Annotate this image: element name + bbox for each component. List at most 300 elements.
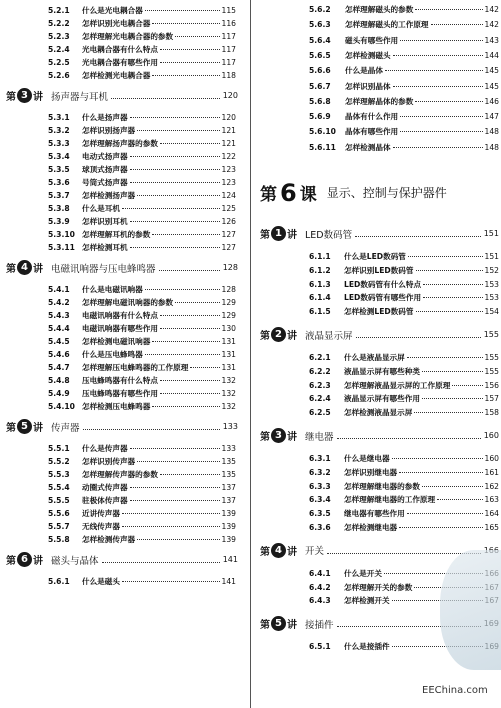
- lecture-heading[interactable]: [260, 226, 499, 241]
- leader-dots: [145, 10, 220, 11]
- leader-dots: [102, 562, 220, 563]
- leader-dots: [159, 270, 220, 271]
- lecture-heading[interactable]: [6, 260, 238, 275]
- lecture-number-badge: 2: [271, 327, 286, 342]
- section-page: 129: [221, 310, 236, 320]
- section-title: 怎样理解晶体的参数: [345, 96, 414, 106]
- lesson-heading: [260, 180, 447, 205]
- section-number: 5.2.3: [48, 32, 70, 42]
- section-number: 5.5.2: [48, 456, 70, 466]
- section-title: 怎样识别LED数码管: [344, 265, 414, 275]
- section-page: 139: [221, 509, 236, 519]
- leader-dots: [160, 380, 220, 381]
- lecture-page: 120: [222, 91, 238, 101]
- leader-dots: [407, 513, 483, 514]
- section-page: 131: [221, 363, 236, 373]
- toc-entry[interactable]: [309, 97, 499, 107]
- toc-entry[interactable]: [48, 178, 236, 188]
- leader-dots: [190, 367, 219, 368]
- lecture-number-badge: 3: [271, 428, 286, 443]
- leader-dots: [416, 311, 483, 312]
- section-title: 电磁讯响器有哪些作用: [82, 324, 158, 333]
- section-number: 5.6.6: [309, 66, 331, 76]
- toc-entry[interactable]: [48, 457, 236, 467]
- section-page: 146: [484, 96, 499, 106]
- section-number: 5.6.10: [309, 127, 336, 137]
- section-title: 怎样理解耳机的参数: [82, 230, 151, 240]
- leader-dots: [160, 328, 220, 329]
- lecture-suffix: 讲: [287, 546, 297, 558]
- leader-dots: [392, 458, 483, 459]
- section-number: 5.6.2: [309, 5, 331, 14]
- section-page: 128: [221, 284, 236, 294]
- section-number: 6.1.4: [309, 293, 331, 303]
- section-number: 5.4.8: [48, 376, 70, 386]
- leader-dots: [423, 284, 482, 285]
- lecture-prefix: 第: [260, 620, 270, 632]
- section-title: 怎样理解电磁讯响器的参数: [82, 297, 174, 307]
- section-page: 118: [221, 71, 236, 81]
- toc-entry[interactable]: [48, 71, 236, 81]
- leader-dots: [122, 513, 220, 514]
- section-title: 磁头有哪些作用: [345, 35, 399, 45]
- toc-entry[interactable]: [309, 127, 499, 137]
- lecture-number-badge: 3: [17, 88, 32, 103]
- section-number: 5.5.5: [48, 496, 70, 506]
- section-page: 145: [484, 81, 499, 91]
- section-page: 145: [484, 66, 499, 76]
- section-page: 117: [221, 45, 236, 55]
- toc-entry[interactable]: [48, 298, 236, 308]
- section-page: 151: [484, 252, 499, 261]
- toc-entry[interactable]: [48, 577, 236, 587]
- section-title: LED数码管有什么特点: [344, 279, 422, 289]
- leader-dots: [416, 270, 483, 271]
- section-number: 6.2.1: [309, 353, 331, 362]
- section-page: 116: [221, 19, 236, 29]
- section-page: 148: [484, 127, 499, 137]
- leader-dots: [414, 412, 482, 413]
- toc-entry[interactable]: [48, 139, 236, 149]
- section-number: 5.6.1: [48, 576, 70, 586]
- lecture-page: 151: [483, 229, 499, 238]
- section-page: 117: [221, 32, 236, 42]
- section-page: 135: [221, 469, 236, 479]
- toc-entry[interactable]: [48, 58, 236, 68]
- toc-entry[interactable]: [309, 381, 499, 391]
- section-page: 158: [484, 408, 499, 418]
- watermark-logo: [440, 550, 501, 670]
- lesson-prefix: 第: [260, 185, 277, 205]
- toc-entry[interactable]: [48, 337, 236, 347]
- section-title: 什么是耳机: [82, 204, 120, 214]
- section-page: 132: [221, 376, 236, 386]
- section-number: 5.6.3: [309, 20, 331, 30]
- section-title: 晶体有哪些作用: [345, 127, 399, 137]
- leader-dots: [393, 55, 483, 56]
- leader-dots: [130, 247, 220, 248]
- leader-dots: [175, 302, 219, 303]
- toc-entry[interactable]: [48, 19, 236, 29]
- section-title: 怎样理解继电器的工作原理: [344, 495, 436, 505]
- toc-entry[interactable]: [48, 204, 236, 214]
- toc-entry[interactable]: [309, 293, 499, 303]
- leader-dots: [111, 98, 220, 99]
- leader-dots: [393, 147, 483, 148]
- leader-dots: [408, 256, 483, 257]
- section-page: 125: [221, 204, 236, 214]
- toc-entry[interactable]: [48, 324, 236, 334]
- leader-dots: [130, 182, 220, 183]
- section-number: 6.3.3: [309, 481, 331, 491]
- toc-entry[interactable]: [48, 32, 236, 42]
- leader-dots: [385, 70, 483, 71]
- section-number: 5.3.11: [48, 243, 75, 253]
- lecture-heading[interactable]: [6, 419, 238, 434]
- section-title: 球顶式扬声器: [82, 165, 128, 174]
- section-title: 继电器有哪些作用: [344, 509, 405, 519]
- section-number: 5.3.9: [48, 217, 70, 227]
- section-page: 120: [221, 112, 236, 122]
- toc-entry[interactable]: [48, 191, 236, 201]
- section-page: 115: [221, 6, 236, 15]
- section-number: 6.4.3: [309, 596, 331, 606]
- toc-entry[interactable]: [48, 6, 236, 16]
- leader-dots: [175, 36, 219, 37]
- section-number: 5.2.4: [48, 45, 70, 55]
- lecture-suffix: 讲: [287, 620, 297, 632]
- leader-dots: [160, 143, 220, 144]
- toc-entry[interactable]: [309, 36, 499, 46]
- toc-entry[interactable]: [48, 496, 236, 506]
- section-page: 137: [221, 496, 236, 506]
- section-title: 什么是磁头: [82, 576, 120, 586]
- section-number: 5.4.3: [48, 310, 70, 320]
- toc-entry[interactable]: [309, 367, 499, 377]
- lecture-number-badge: 4: [17, 260, 32, 275]
- section-title: 什么是电磁讯响器: [82, 284, 143, 294]
- lesson-title: 显示、控制与保护器件: [326, 186, 447, 200]
- toc-entry[interactable]: [48, 243, 236, 253]
- section-title: 怎样识别晶体: [345, 81, 391, 91]
- leader-dots: [122, 208, 220, 209]
- section-title: 怎样理解磁头的参数: [345, 5, 414, 14]
- section-page: 121: [221, 138, 236, 148]
- section-title: 压电蜂鸣器有什么特点: [82, 376, 158, 386]
- section-number: 5.3.6: [48, 178, 70, 188]
- section-number: 6.2.5: [309, 408, 331, 418]
- section-title: 近讲传声器: [82, 509, 120, 519]
- toc-entry[interactable]: [309, 82, 499, 92]
- section-title: 什么是晶体: [345, 66, 383, 76]
- section-page: 161: [484, 467, 499, 477]
- toc-entry[interactable]: [309, 66, 499, 76]
- section-page: 123: [221, 165, 236, 174]
- toc-entry[interactable]: [309, 482, 499, 492]
- leader-dots: [130, 487, 220, 488]
- leader-dots: [337, 438, 481, 439]
- toc-entry[interactable]: [309, 307, 499, 317]
- toc-entry[interactable]: [48, 444, 236, 454]
- toc-entry[interactable]: [309, 468, 499, 478]
- section-number: 6.2.2: [309, 366, 331, 376]
- section-title: 怎样检测光电耦合器: [82, 71, 151, 81]
- toc-entry[interactable]: [309, 5, 499, 15]
- toc-entry[interactable]: [309, 252, 499, 262]
- lecture-heading[interactable]: [6, 88, 238, 103]
- section-title: 怎样理解液晶显示屏的工作原理: [344, 380, 451, 390]
- section-number: 6.3.2: [309, 467, 331, 477]
- lecture-suffix: 讲: [33, 92, 43, 104]
- leader-dots: [130, 448, 220, 449]
- lesson-suffix: 课: [299, 185, 317, 205]
- lecture-heading[interactable]: [6, 552, 238, 567]
- section-title: 怎样检测磁头: [345, 50, 391, 60]
- section-title: 液晶显示屏有哪些作用: [344, 394, 420, 404]
- toc-entry[interactable]: [48, 350, 236, 360]
- section-page: 132: [221, 389, 236, 399]
- section-title: 什么是LED数码管: [344, 252, 406, 261]
- leader-dots: [130, 117, 220, 118]
- section-page: 127: [221, 230, 236, 240]
- lecture-page: 160: [483, 431, 499, 440]
- toc-entry[interactable]: [48, 230, 236, 240]
- section-page: 127: [221, 243, 236, 253]
- leader-dots: [152, 234, 219, 235]
- section-title: 什么是开关: [344, 568, 382, 578]
- lecture-number-badge: 1: [271, 226, 286, 241]
- section-title: 驻极体传声器: [82, 496, 128, 506]
- toc-entry[interactable]: [48, 113, 236, 123]
- toc-entry[interactable]: [309, 523, 499, 533]
- lecture-prefix: 第: [260, 230, 270, 241]
- toc-entry[interactable]: [48, 311, 236, 321]
- section-title: LED数码管有哪些作用: [344, 293, 422, 303]
- section-page: 137: [221, 483, 236, 492]
- column-divider: [250, 0, 251, 708]
- lecture-prefix: 第: [6, 92, 16, 104]
- toc-entry[interactable]: [309, 280, 499, 290]
- section-title: 怎样识别传声器: [82, 456, 136, 466]
- lecture-number-badge: 5: [17, 419, 32, 434]
- section-title: 怎样检测继电器: [344, 523, 398, 532]
- leader-dots: [83, 429, 220, 430]
- lecture-number-badge: 6: [17, 552, 32, 567]
- section-title: 动圈式传声器: [82, 483, 128, 492]
- section-title: 什么是传声器: [82, 443, 128, 453]
- section-title: 什么是光电耦合器: [82, 6, 143, 15]
- section-title: 怎样检测扬声器: [82, 191, 136, 201]
- section-page: 132: [221, 402, 236, 412]
- leader-dots: [145, 354, 220, 355]
- lecture-heading[interactable]: [260, 327, 499, 342]
- section-page: 124: [221, 191, 236, 201]
- lecture-suffix: 讲: [287, 432, 297, 443]
- section-page: 122: [221, 151, 236, 161]
- toc-entry[interactable]: [48, 402, 236, 412]
- section-title: 怎样检测压电蜂鸣器: [82, 402, 151, 412]
- leader-dots: [137, 461, 219, 462]
- section-title: 怎样识别耳机: [82, 217, 128, 227]
- section-title: 怎样识别继电器: [344, 467, 398, 477]
- section-page: 117: [221, 58, 236, 68]
- lecture-title: 继电器: [305, 431, 334, 443]
- toc-entry[interactable]: [309, 266, 499, 276]
- section-number: 5.5.7: [48, 522, 70, 532]
- toc-entry[interactable]: [48, 152, 236, 162]
- section-page: 156: [484, 380, 499, 390]
- leader-dots: [399, 472, 482, 473]
- leader-dots: [130, 156, 220, 157]
- lecture-suffix: 讲: [287, 230, 297, 241]
- leader-dots: [160, 474, 220, 475]
- section-number: 5.3.3: [48, 138, 70, 148]
- section-page: 162: [484, 481, 499, 491]
- leader-dots: [355, 236, 481, 237]
- lecture-number-badge: 5: [271, 616, 286, 631]
- leader-dots: [400, 40, 482, 41]
- toc-entry[interactable]: [309, 394, 499, 404]
- lecture-suffix: 讲: [287, 331, 297, 342]
- section-number: 5.5.8: [48, 535, 70, 545]
- section-title: 怎样理解开关的参数: [344, 582, 413, 592]
- section-number: 5.3.10: [48, 230, 75, 240]
- section-number: 6.1.2: [309, 265, 331, 275]
- section-number: 6.2.3: [309, 380, 331, 390]
- toc-entry[interactable]: [309, 495, 499, 505]
- toc-entry[interactable]: [309, 112, 499, 122]
- toc-entry[interactable]: [48, 522, 236, 532]
- section-title: 什么是扬声器: [82, 112, 128, 122]
- section-page: 133: [221, 443, 236, 453]
- section-title: 什么是继电器: [344, 454, 390, 463]
- section-number: 6.4.1: [309, 568, 331, 578]
- section-number: 5.6.11: [309, 142, 336, 152]
- section-page: 131: [221, 350, 236, 360]
- toc-entry[interactable]: [48, 389, 236, 399]
- toc-entry[interactable]: [48, 376, 236, 386]
- leader-dots: [122, 526, 220, 527]
- toc-entry[interactable]: [48, 285, 236, 295]
- section-title: 怎样检测液晶显示屏: [344, 408, 413, 418]
- toc-entry[interactable]: [48, 45, 236, 55]
- section-page: 129: [221, 297, 236, 307]
- section-number: 5.5.6: [48, 509, 70, 519]
- leader-dots: [122, 581, 220, 582]
- section-page: 153: [484, 293, 499, 303]
- section-title: 什么是接插件: [344, 642, 390, 652]
- lecture-prefix: 第: [260, 432, 270, 443]
- toc-entry[interactable]: [48, 470, 236, 480]
- section-number: 5.5.1: [48, 443, 70, 453]
- toc-entry[interactable]: [48, 363, 236, 373]
- section-number: 5.6.9: [309, 112, 331, 122]
- toc-entry[interactable]: [48, 509, 236, 519]
- leader-dots: [152, 341, 219, 342]
- leader-dots: [422, 486, 483, 487]
- leader-dots: [152, 75, 219, 76]
- section-number: 5.2.2: [48, 19, 70, 29]
- section-title: 怎样识别扬声器: [82, 125, 136, 135]
- section-page: 141: [221, 576, 236, 586]
- section-number: 5.6.4: [309, 35, 331, 45]
- toc-entry[interactable]: [48, 165, 236, 175]
- toc-entry[interactable]: [48, 126, 236, 136]
- section-page: 142: [484, 5, 499, 14]
- leader-dots: [152, 406, 219, 407]
- section-page: 152: [484, 265, 499, 275]
- lecture-title: 磁头与晶体: [51, 555, 99, 567]
- leader-dots: [152, 23, 219, 24]
- leader-dots: [400, 131, 482, 132]
- section-number: 5.4.7: [48, 363, 70, 373]
- section-number: 5.3.2: [48, 125, 70, 135]
- section-title: 怎样理解继电器的参数: [344, 481, 420, 491]
- toc-entry[interactable]: [309, 51, 499, 61]
- lecture-title: 传声器: [51, 422, 80, 434]
- section-number: 5.4.10: [48, 402, 75, 412]
- leader-dots: [423, 297, 482, 298]
- section-page: 165: [484, 523, 499, 532]
- lecture-page: 128: [222, 263, 238, 273]
- toc-entry[interactable]: [309, 20, 499, 30]
- leader-dots: [399, 527, 482, 528]
- section-number: 5.2.5: [48, 58, 70, 68]
- section-title: 怎样理解磁头的工作原理: [345, 20, 429, 30]
- leader-dots: [422, 398, 483, 399]
- lecture-heading[interactable]: [260, 428, 499, 443]
- section-page: 123: [221, 178, 236, 188]
- section-number: 6.1.3: [309, 279, 331, 289]
- section-title: 电磁讯响器有什么特点: [82, 310, 158, 320]
- section-page: 126: [221, 217, 236, 227]
- section-page: 155: [484, 353, 499, 362]
- toc-entry[interactable]: [309, 408, 499, 418]
- toc-entry[interactable]: [309, 509, 499, 519]
- leader-dots: [415, 101, 482, 102]
- watermark-text: EEChina.com: [422, 685, 488, 696]
- lesson-number: 6: [280, 178, 297, 207]
- leader-dots: [160, 62, 220, 63]
- section-number: 5.6.5: [309, 50, 331, 60]
- lecture-prefix: 第: [260, 331, 270, 342]
- section-title: 怎样检测开关: [344, 596, 390, 606]
- section-title: 压电蜂鸣器有哪些作用: [82, 389, 158, 399]
- section-page: 139: [221, 535, 236, 545]
- section-number: 5.3.8: [48, 204, 70, 214]
- toc-entry[interactable]: [309, 353, 499, 363]
- toc-entry[interactable]: [48, 535, 236, 545]
- leader-dots: [356, 337, 481, 338]
- lecture-page: 141: [222, 555, 238, 565]
- toc-entry[interactable]: [48, 217, 236, 227]
- lecture-page: 133: [222, 422, 238, 432]
- lecture-title: 扬声器与耳机: [51, 91, 109, 103]
- section-page: 147: [484, 112, 499, 122]
- leader-dots: [130, 169, 220, 170]
- leader-dots: [137, 539, 219, 540]
- lecture-title: LED数码管: [305, 229, 353, 241]
- toc-entry[interactable]: [309, 454, 499, 464]
- section-title: 怎样理解压电蜂鸣器的工作原理: [82, 363, 189, 373]
- section-page: 163: [484, 495, 499, 505]
- leader-dots: [137, 130, 219, 131]
- section-title: 电动式扬声器: [82, 151, 128, 161]
- toc-entry[interactable]: [309, 143, 499, 153]
- section-page: 139: [221, 522, 236, 532]
- section-page: 155: [484, 366, 499, 376]
- toc-entry[interactable]: [48, 483, 236, 493]
